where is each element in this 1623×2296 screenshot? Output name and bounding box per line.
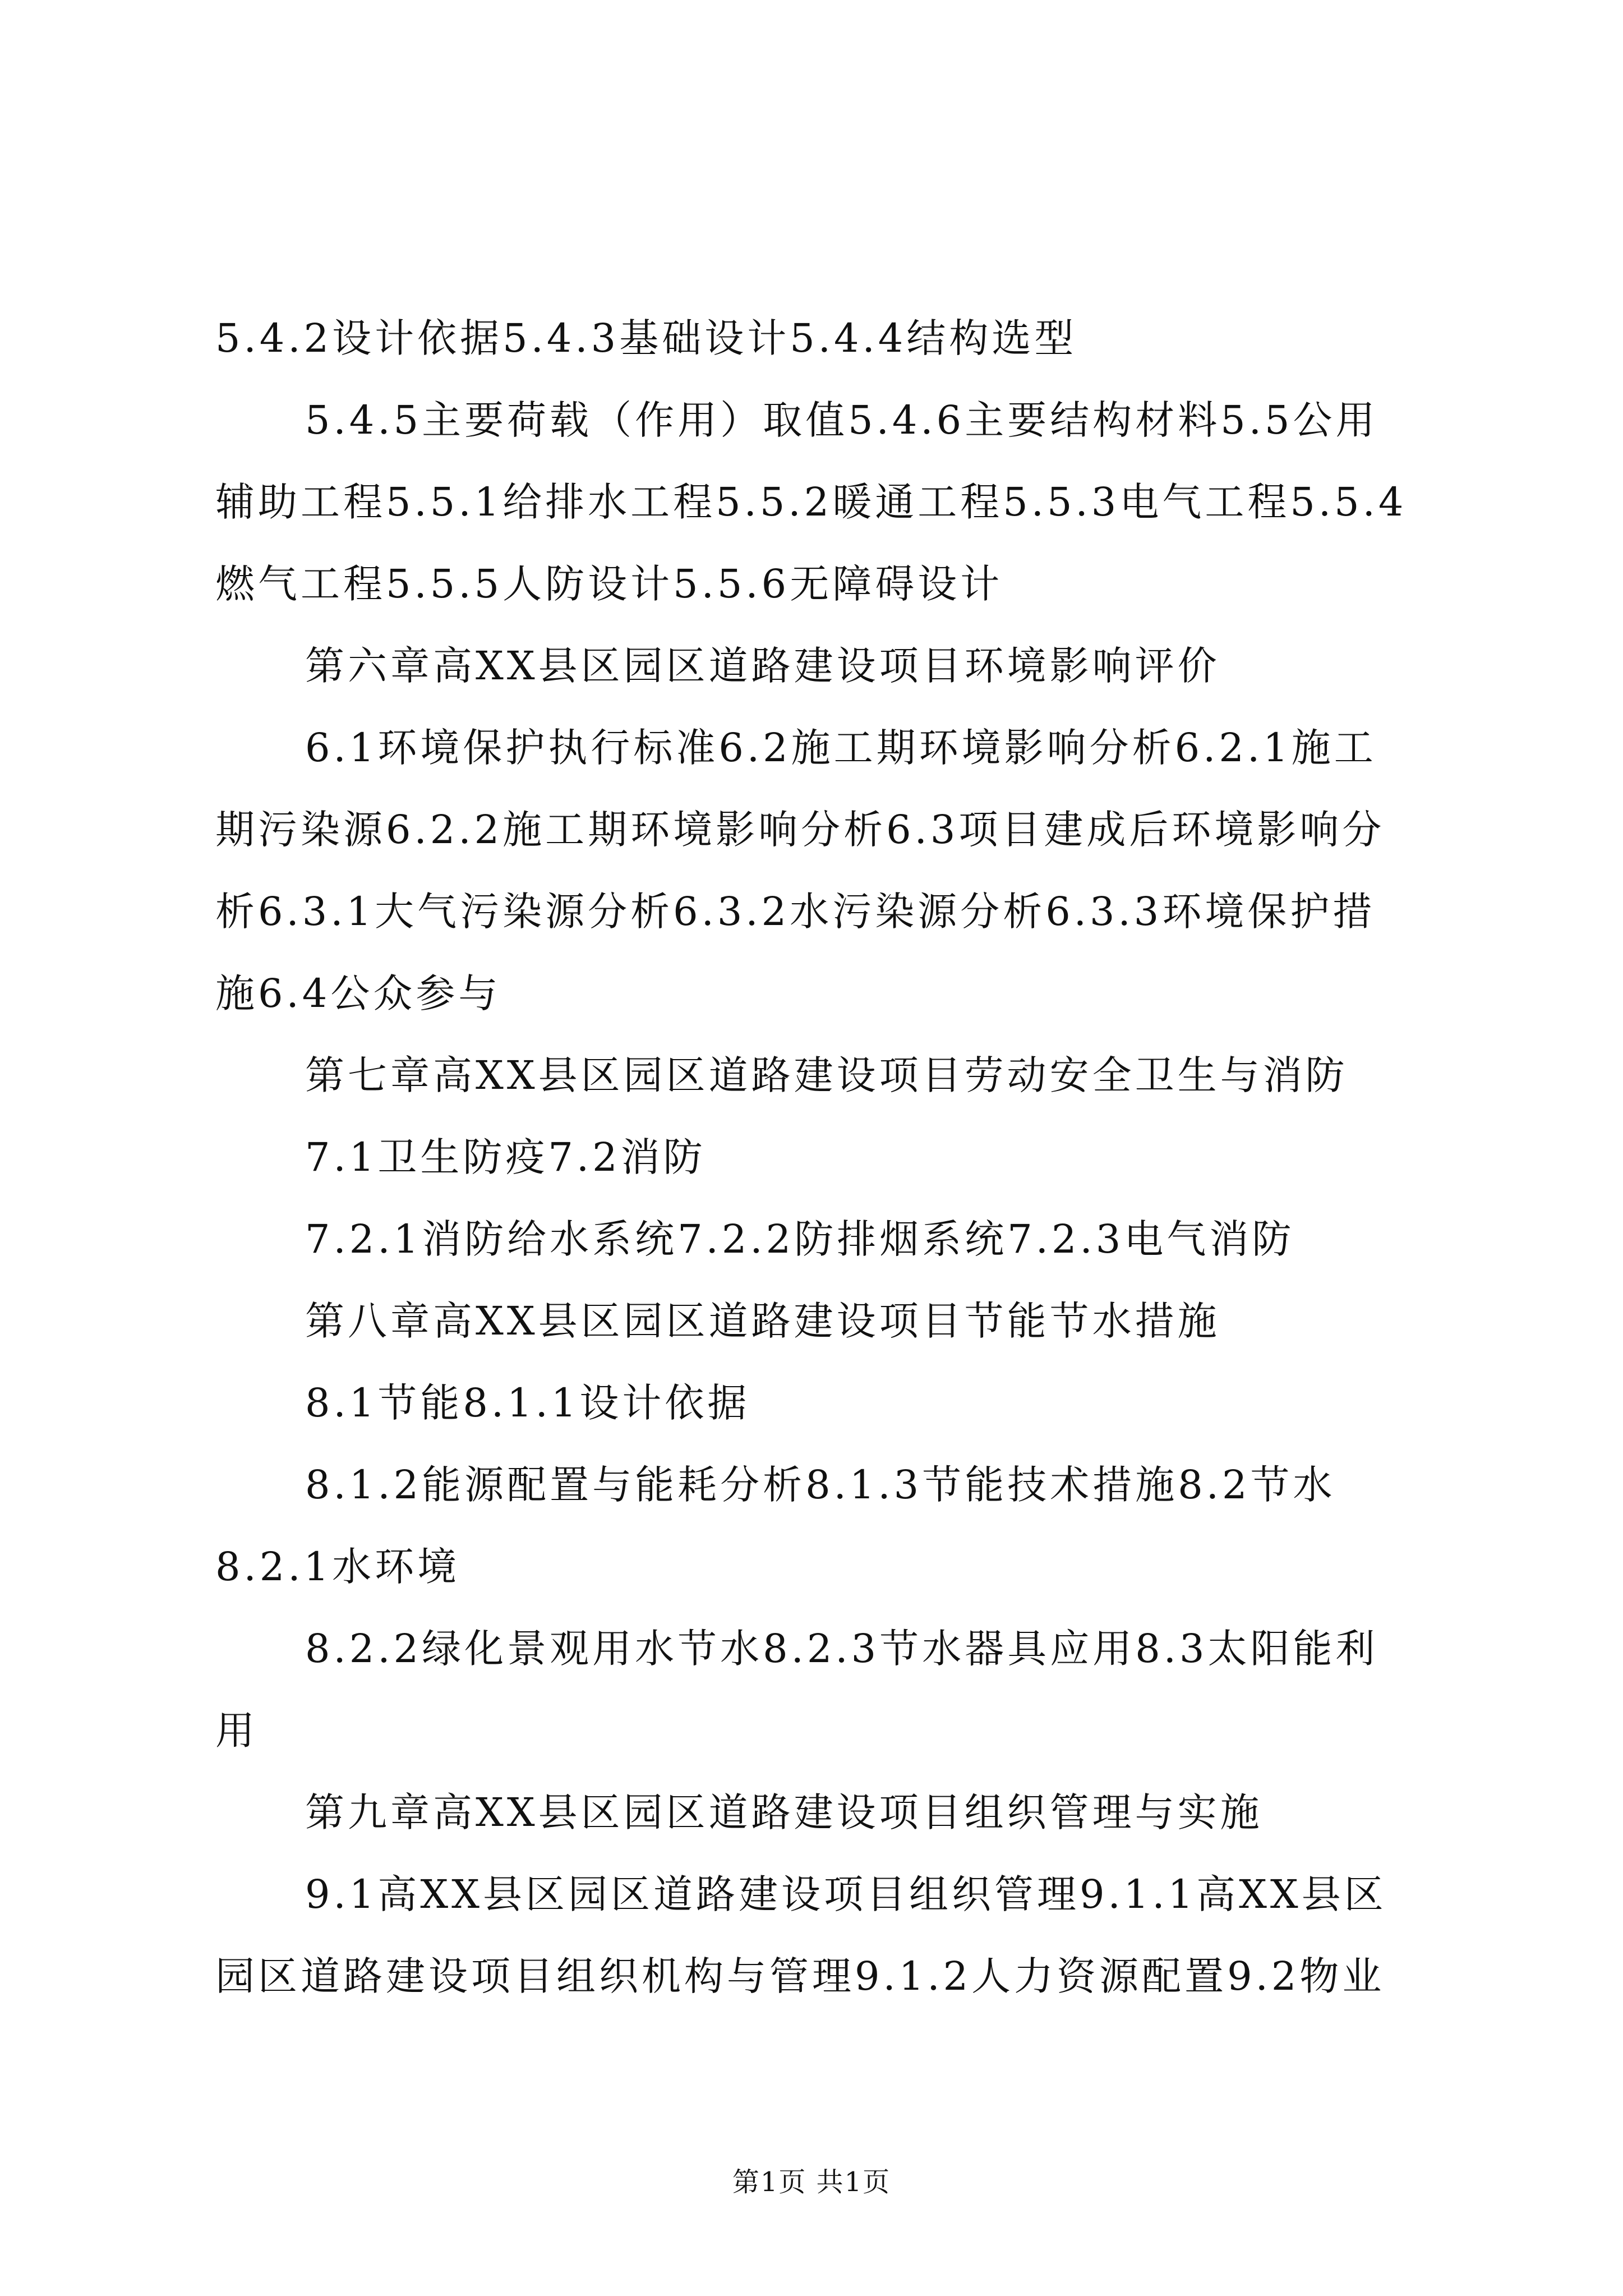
paragraph-8-1: 8.1节能8.1.1设计依据 (305, 1380, 750, 1426)
paragraph-5-4-5: 5.4.5主要荷载（作用）取值5.4.6主要结构材料5.5公用辅助工程5.5.1给排水工程5.5.2暖通工程5.5.3电气工程5.5.4燃气工程5.5.5人防设计5.5.6无障碍设计 (215, 397, 1407, 607)
chapter-7-heading: 第七章高XX县区园区道路建设项目劳动安全卫生与消防 (305, 1052, 1348, 1098)
page-footer: 第1页 共1页 (732, 2166, 891, 2198)
paragraph-5-4-2: 5.4.2设计依据5.4.3基础设计5.4.4结构选型 (215, 315, 1077, 361)
chapter-8-heading: 第八章高XX县区园区道路建设项目节能节水措施 (305, 1298, 1220, 1344)
paragraph-8-1-2: 8.1.2能源配置与能耗分析8.1.3节能技术措施8.2节水8.2.1水环境 (215, 1462, 1336, 1590)
paragraph-6-1: 6.1环境保护执行标准6.2施工期环境影响分析6.2.1施工期污染源6.2.2施工期环境影响分析6.3项目建成后环境影响分析6.3.1大气污染源分析6.3.2水污染源分析6.3.3环境保护措施6.4公众参与 (215, 725, 1385, 1016)
paragraph-7-2-1: 7.2.1消防给水系统7.2.2防排烟系统7.2.3电气消防 (305, 1216, 1295, 1262)
paragraph-7-1: 7.1卫生防疫7.2消防 (305, 1134, 706, 1180)
paragraph-8-2-2: 8.2.2绿化景观用水节水8.2.3节水器具应用8.3太阳能利用 (215, 1626, 1378, 1754)
chapter-6-heading: 第六章高XX县区园区道路建设项目环境影响评价 (305, 643, 1220, 689)
chapter-9-heading: 第九章高XX县区园区道路建设项目组织管理与实施 (305, 1789, 1263, 1835)
document-body (215, 297, 1410, 2017)
paragraph-9-1: 9.1高XX县区园区道路建设项目组织管理9.1.1高XX县区园区道路建设项目组织机构与管理9.1.2人力资源配置9.2物业 (215, 1871, 1387, 1999)
